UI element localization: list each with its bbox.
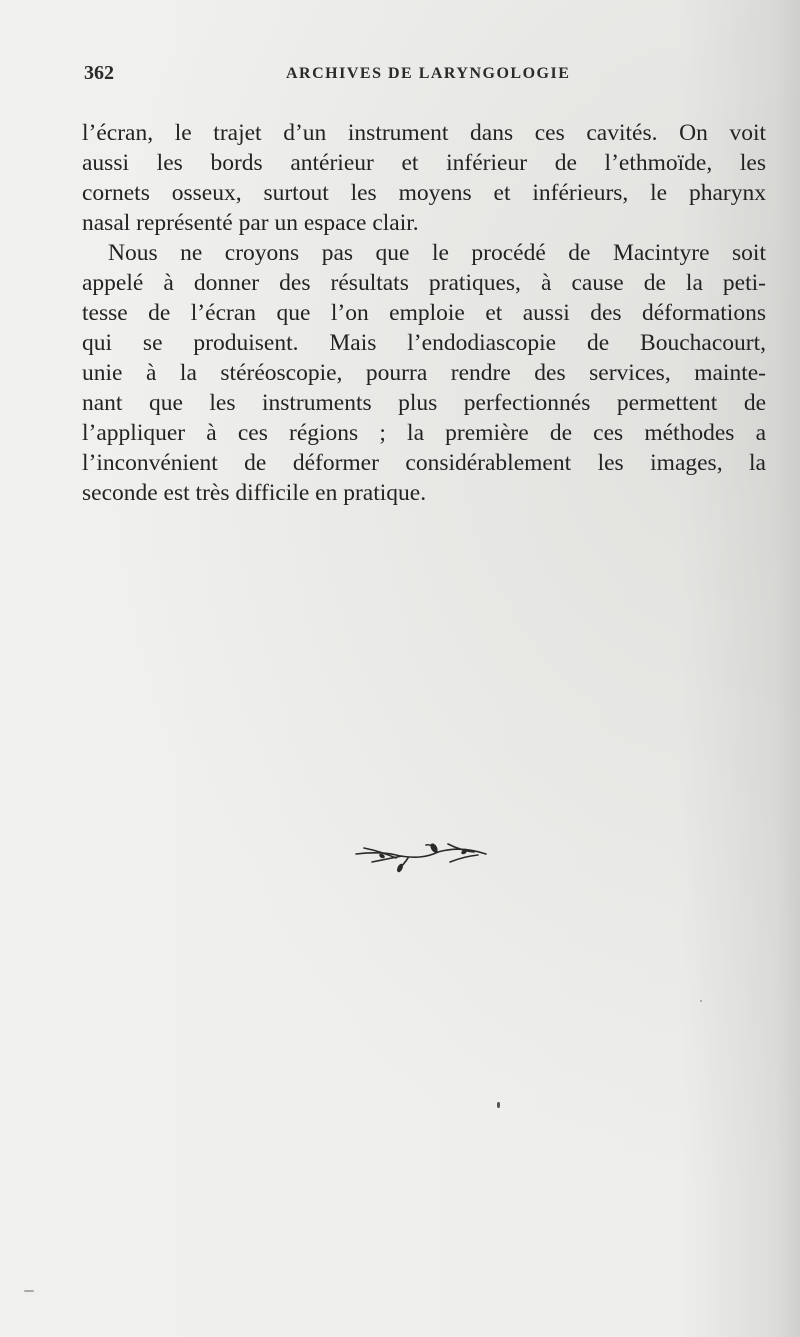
text-line: qui se produisent. Mais l’endodiascopie de Bouchacourt,: [82, 330, 766, 356]
fleuron-ornament-icon: [352, 836, 492, 876]
text-line: l’appliquer à ces régions ; la première de ces méthodes a: [82, 420, 766, 446]
text-line-paragraph-start: Nous ne croyons pas que le procédé de Macintyre soit: [108, 240, 766, 266]
page-number: 362: [84, 62, 114, 84]
text-line: seconde est très difficile en pratique.: [82, 480, 427, 506]
text-line: aussi les bords antérieur et inférieur de l’ethmoïde, les: [82, 150, 766, 176]
text-line: tesse de l’écran que l’on emploie et aussi des déformations: [82, 300, 766, 326]
print-speck: [24, 1290, 34, 1292]
text-line: nant que les instruments plus perfectionnés permettent de: [82, 390, 766, 416]
text-line: appelé à donner des résultats pratiques, à cause de la peti-: [82, 270, 766, 296]
text-line: unie à la stéréoscopie, pourra rendre des services, mainte-: [82, 360, 766, 386]
print-speck: [497, 1102, 500, 1108]
running-title: ARCHIVES DE LARYNGOLOGIE: [286, 65, 571, 82]
text-line: cornets osseux, surtout les moyens et inférieurs, le pharynx: [82, 180, 766, 206]
running-head: [84, 62, 764, 92]
print-speck: [700, 1000, 702, 1002]
text-line: nasal représenté par un espace clair.: [82, 210, 419, 236]
body-text: [82, 118, 766, 508]
text-line: l’écran, le trajet d’un instrument dans ces cavités. On voit: [82, 120, 766, 146]
text-line: l’inconvénient de déformer considérablement les images, la: [82, 450, 766, 476]
